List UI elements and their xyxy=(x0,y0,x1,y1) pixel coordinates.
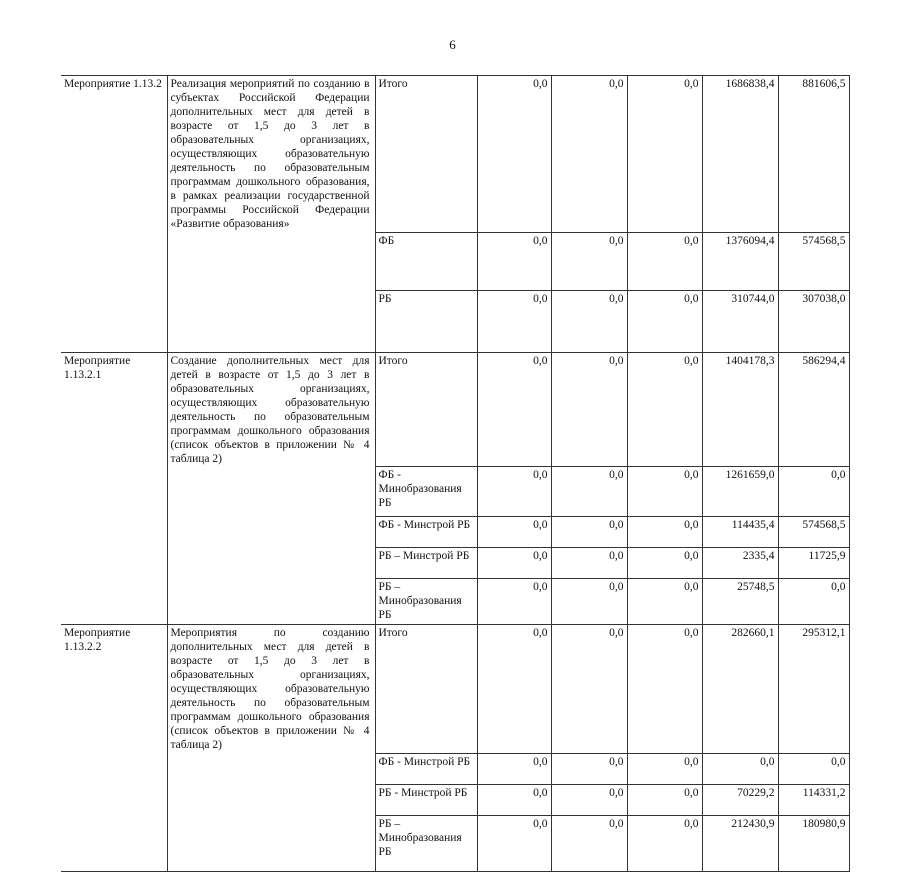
value-cell: 0,0 xyxy=(551,517,627,548)
table-row xyxy=(61,290,849,352)
value-cell: 1261659,0 xyxy=(702,467,778,517)
activity-description: Создание дополнительных мест для детей в возрасте от 1,5 до 3 лет в образовательных организациях, осуществляющих образовательную деятельность по образовательным программам дошкольного образования (список объектов в приложении № 4 таблица 2) xyxy=(167,352,375,467)
value-cell: 25748,5 xyxy=(702,579,778,625)
value-cell: 574568,5 xyxy=(778,232,849,290)
table-row xyxy=(61,815,849,871)
activity-id: Мероприятие 1.13.2 xyxy=(61,76,167,233)
value-cell: 0,0 xyxy=(627,753,702,784)
value-cell: 0,0 xyxy=(627,815,702,871)
value-cell: 282660,1 xyxy=(702,625,778,754)
activity-description: Реализация мероприятий по созданию в субъектах Российской Федерации дополнительных мест для детей в возрасте от 1,5 до 3 лет в образовательных организациях, осуществляющих образовательную деятельность по образовательным программам дошкольного образования, в рамках реализации государственной программы Российской Федерации «Развитие образования» xyxy=(167,76,375,233)
value-cell: 0,0 xyxy=(778,753,849,784)
value-cell: 212430,9 xyxy=(702,815,778,871)
funding-source: Итого xyxy=(375,625,477,754)
value-cell: 0,0 xyxy=(627,467,702,517)
table-row xyxy=(61,548,849,579)
funding-source: РБ – Минстрой РБ xyxy=(375,548,477,579)
value-cell: 0,0 xyxy=(477,625,551,754)
value-cell: 0,0 xyxy=(627,232,702,290)
value-cell: 586294,4 xyxy=(778,352,849,467)
value-cell: 114331,2 xyxy=(778,784,849,815)
value-cell: 11725,9 xyxy=(778,548,849,579)
value-cell: 307038,0 xyxy=(778,290,849,352)
value-cell: 1686838,4 xyxy=(702,76,778,233)
value-cell: 0,0 xyxy=(477,517,551,548)
value-cell: 0,0 xyxy=(477,467,551,517)
value-cell: 0,0 xyxy=(551,753,627,784)
activity-description: Мероприятия по созданию дополнительных мест для детей в возрасте от 1,5 до 3 лет в образовательных организациях, осуществляющих образовательную деятельность по образовательным программам дошкольного образования (список объектов в приложении № 4 таблица 2) xyxy=(167,625,375,754)
value-cell: 0,0 xyxy=(477,290,551,352)
value-cell: 0,0 xyxy=(551,548,627,579)
value-cell: 0,0 xyxy=(627,290,702,352)
table-row xyxy=(61,232,849,290)
value-cell: 0,0 xyxy=(477,753,551,784)
funding-source: ФБ - Минстрой РБ xyxy=(375,753,477,784)
value-cell: 0,0 xyxy=(627,548,702,579)
table-row xyxy=(61,352,849,467)
value-cell: 0,0 xyxy=(551,784,627,815)
funding-source: ФБ xyxy=(375,232,477,290)
value-cell: 310744,0 xyxy=(702,290,778,352)
funding-source: РБ – Минобразования РБ xyxy=(375,579,477,625)
value-cell: 0,0 xyxy=(477,232,551,290)
value-cell: 0,0 xyxy=(551,232,627,290)
value-cell: 0,0 xyxy=(551,815,627,871)
table-row xyxy=(61,753,849,784)
value-cell: 0,0 xyxy=(477,76,551,233)
funding-source: Итого xyxy=(375,352,477,467)
value-cell: 0,0 xyxy=(627,784,702,815)
activity-id: Мероприятие 1.13.2.1 xyxy=(61,352,167,467)
value-cell: 2335,4 xyxy=(702,548,778,579)
value-cell: 0,0 xyxy=(551,625,627,754)
funding-source: Итого xyxy=(375,76,477,233)
value-cell: 0,0 xyxy=(551,76,627,233)
table-row xyxy=(61,76,849,233)
activity-id: Мероприятие 1.13.2.2 xyxy=(61,625,167,754)
value-cell: 180980,9 xyxy=(778,815,849,871)
funding-source: ФБ - Минобразования РБ xyxy=(375,467,477,517)
value-cell: 0,0 xyxy=(627,352,702,467)
table-row xyxy=(61,784,849,815)
value-cell: 0,0 xyxy=(702,753,778,784)
table-row xyxy=(61,467,849,517)
value-cell: 0,0 xyxy=(627,579,702,625)
table-row xyxy=(61,625,849,754)
value-cell: 1404178,3 xyxy=(702,352,778,467)
page-number: 6 xyxy=(449,37,456,52)
value-cell: 0,0 xyxy=(551,467,627,517)
value-cell: 0,0 xyxy=(477,548,551,579)
value-cell: 574568,5 xyxy=(778,517,849,548)
value-cell: 295312,1 xyxy=(778,625,849,754)
value-cell: 70229,2 xyxy=(702,784,778,815)
value-cell: 0,0 xyxy=(627,517,702,548)
funding-source: РБ - Минстрой РБ xyxy=(375,784,477,815)
value-cell: 881606,5 xyxy=(778,76,849,233)
value-cell: 0,0 xyxy=(551,579,627,625)
funding-source: РБ – Минобразования РБ xyxy=(375,815,477,871)
funding-source: РБ xyxy=(375,290,477,352)
value-cell: 0,0 xyxy=(627,625,702,754)
value-cell: 0,0 xyxy=(778,579,849,625)
value-cell: 0,0 xyxy=(551,290,627,352)
value-cell: 114435,4 xyxy=(702,517,778,548)
value-cell: 1376094,4 xyxy=(702,232,778,290)
value-cell: 0,0 xyxy=(477,815,551,871)
table-row xyxy=(61,579,849,625)
value-cell: 0,0 xyxy=(627,76,702,233)
funding-source: ФБ - Минстрой РБ xyxy=(375,517,477,548)
value-cell: 0,0 xyxy=(477,352,551,467)
value-cell: 0,0 xyxy=(477,784,551,815)
table-row xyxy=(61,517,849,548)
value-cell: 0,0 xyxy=(551,352,627,467)
funding-table xyxy=(61,75,850,872)
value-cell: 0,0 xyxy=(477,579,551,625)
value-cell: 0,0 xyxy=(778,467,849,517)
